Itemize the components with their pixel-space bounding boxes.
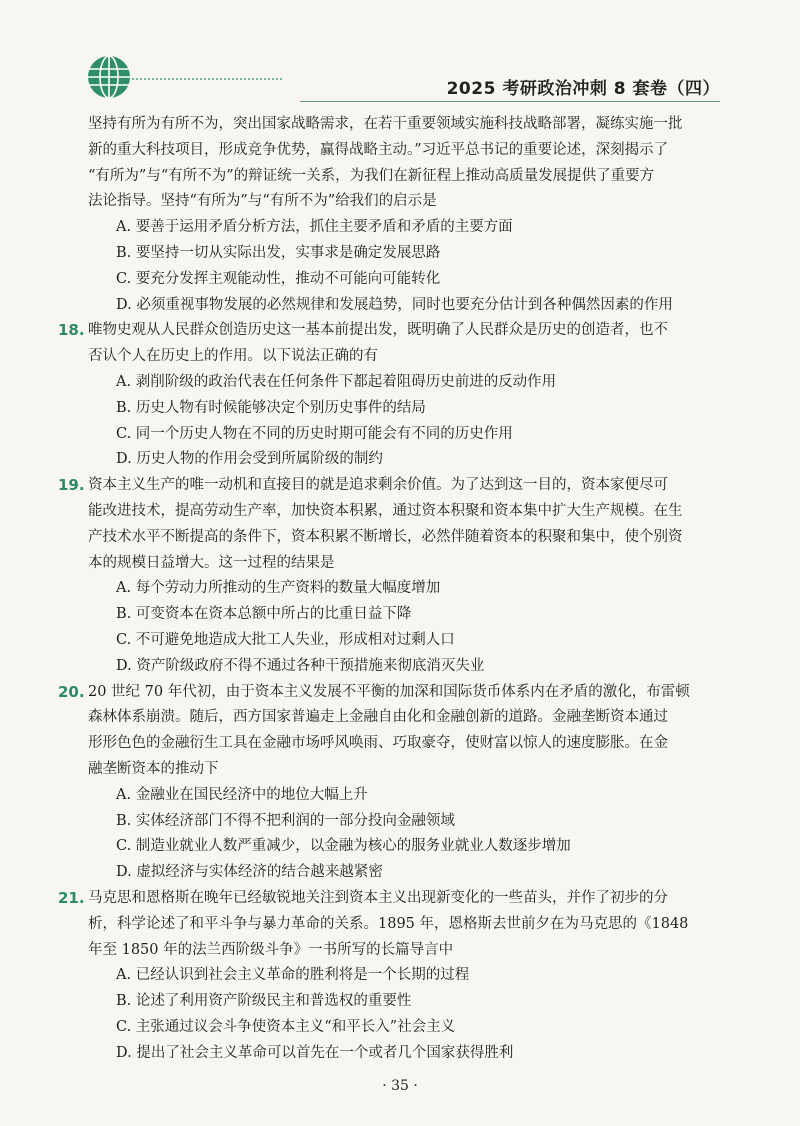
header-underline (300, 101, 720, 102)
question-stem-line: 坚持有所为有所不为，突出国家战略需求，在若干重要领域实施科技战略部署，凝练实施一批 (88, 116, 683, 132)
answer-option: D. 历史人物的作用会受到所属阶级的制约 (116, 451, 383, 468)
question-18 (58, 318, 724, 473)
globe-icon (86, 54, 132, 100)
question-19 (58, 473, 724, 679)
answer-option: B. 历史人物有时候能够决定个别历史事件的结局 (116, 399, 426, 416)
question-17 (88, 112, 724, 318)
page-header (0, 0, 800, 110)
question-number: 19. (58, 476, 85, 495)
question-number: 20. (58, 682, 85, 701)
answer-option: B. 可变资本在资本总额中所占的比重日益下降 (116, 606, 412, 623)
question-stem-line: 资本主义生产的唯一动机和直接目的就是追求剩余价值。为了达到这一目的，资本家便尽可 (88, 477, 668, 494)
question-stem-line: 析，科学论述了和平斗争与暴力革命的关系。1895 年，恩格斯去世前夕在为马克思的《1848 (88, 915, 689, 932)
answer-option: D. 必须重视事物发展的必然规律和发展趋势，同时也要充分估计到各种偶然因素的作用 (116, 296, 673, 313)
answer-option: A. 已经认识到社会主义革命的胜利将是一个长期的过程 (116, 967, 470, 984)
answer-option: B. 要坚持一切从实际出发，实事求是确定发展思路 (116, 244, 441, 261)
answer-option: C. 要充分发挥主观能动性，推动不可能向可能转化 (116, 270, 441, 287)
answer-option: C. 主张通过议会斗争使资本主义“和平长入”社会主义 (116, 1018, 456, 1035)
answer-option: A. 要善于运用矛盾分析方法，抓住主要矛盾和矛盾的主要方面 (116, 219, 513, 236)
question-stem-line: 20 世纪 70 年代初，由于资本主义发展不平衡的加深和国际货币体系内在矛盾的激化，布雷顿 (88, 683, 690, 700)
question-stem-line: 法论指导。坚持“有所为”与“有所不为”给我们的启示是 (88, 193, 437, 210)
answer-option: D. 资产阶级政府不得不通过各种干预措施来彻底消灭失业 (116, 657, 485, 674)
question-stem-line: 融垄断资本的推动下 (88, 760, 219, 777)
answer-option: B. 实体经济部门不得不把利润的一部分投向金融领域 (116, 812, 455, 829)
answer-option: A. 每个劳动力所推动的生产资料的数量大幅度增加 (116, 580, 441, 597)
question-stem-line: 森林体系崩溃。随后，西方国家普遍走上金融自由化和金融创新的道路。金融垄断资本通过 (88, 709, 668, 726)
header-divider (132, 78, 282, 80)
question-stem-line: 新的重大科技项目，形成竞争优势，赢得战略主动。”习近平总书记的重要论述，深刻揭示了 (88, 141, 669, 158)
question-stem-line: 能改进技术，提高劳动生产率，加快资本积累，通过资本积聚和资本集中扩大生产规模。在生 (88, 502, 683, 519)
question-stem-line: 年至 1850 年的法兰西阶级斗争》一书所写的长篇导言中 (88, 941, 454, 958)
question-stem-line: 本的规模日益增大。这一过程的结果是 (88, 554, 335, 571)
question-stem-line: 马克思和恩格斯在晚年已经敏锐地关注到资本主义出现新变化的一些苗头，并作了初步的分 (88, 889, 668, 906)
answer-option: B. 论述了利用资产阶级民主和普选权的重要性 (116, 993, 412, 1010)
question-20 (58, 680, 724, 886)
question-stem-line: 产技术水平不断提高的条件下，资本积累不断增长，必然伴随着资本的积聚和集中，使个别资 (88, 528, 683, 545)
answer-option: D. 虚拟经济与实体经济的结合越来越紧密 (116, 864, 383, 881)
question-stem-line: 唯物史观从人民群众创造历史这一基本前提出发，既明确了人民群众是历史的创造者，也不 (88, 322, 668, 339)
answer-option: D. 提出了社会主义革命可以首先在一个或者几个国家获得胜利 (116, 1044, 514, 1061)
answer-option: A. 剥削阶级的政治代表在任何条件下都起着阻碍历史前进的反动作用 (116, 373, 557, 390)
question-stem-line: “有所为”与“有所不为”的辩证统一关系，为我们在新征程上推动高质量发展提供了重要方 (88, 167, 655, 184)
answer-option: C. 不可避免地造成大批工人失业，形成相对过剩人口 (116, 631, 455, 648)
question-stem-line: 形形色色的金融衍生工具在金融市场呼风唤雨、巧取豪夺，使财富以惊人的速度膨胀。在金 (88, 735, 668, 752)
answer-option: A. 金融业在国民经济中的地位大幅上升 (116, 786, 368, 803)
question-number: 21. (58, 888, 85, 907)
answer-option: C. 同一个历史人物在不同的历史时期可能会有不同的历史作用 (116, 425, 513, 442)
page-number: · 35 · (382, 1078, 418, 1094)
question-number: 18. (58, 321, 85, 340)
header-title: 2025 考研政治冲刺 8 套卷（四） (446, 79, 720, 99)
answer-option: C. 制造业就业人数严重减少，以金融为核心的服务业就业人数逐步增加 (116, 838, 571, 855)
question-content (58, 112, 724, 1066)
question-stem-line: 否认个人在历史上的作用。以下说法正确的有 (88, 348, 378, 365)
question-21 (58, 886, 724, 1067)
